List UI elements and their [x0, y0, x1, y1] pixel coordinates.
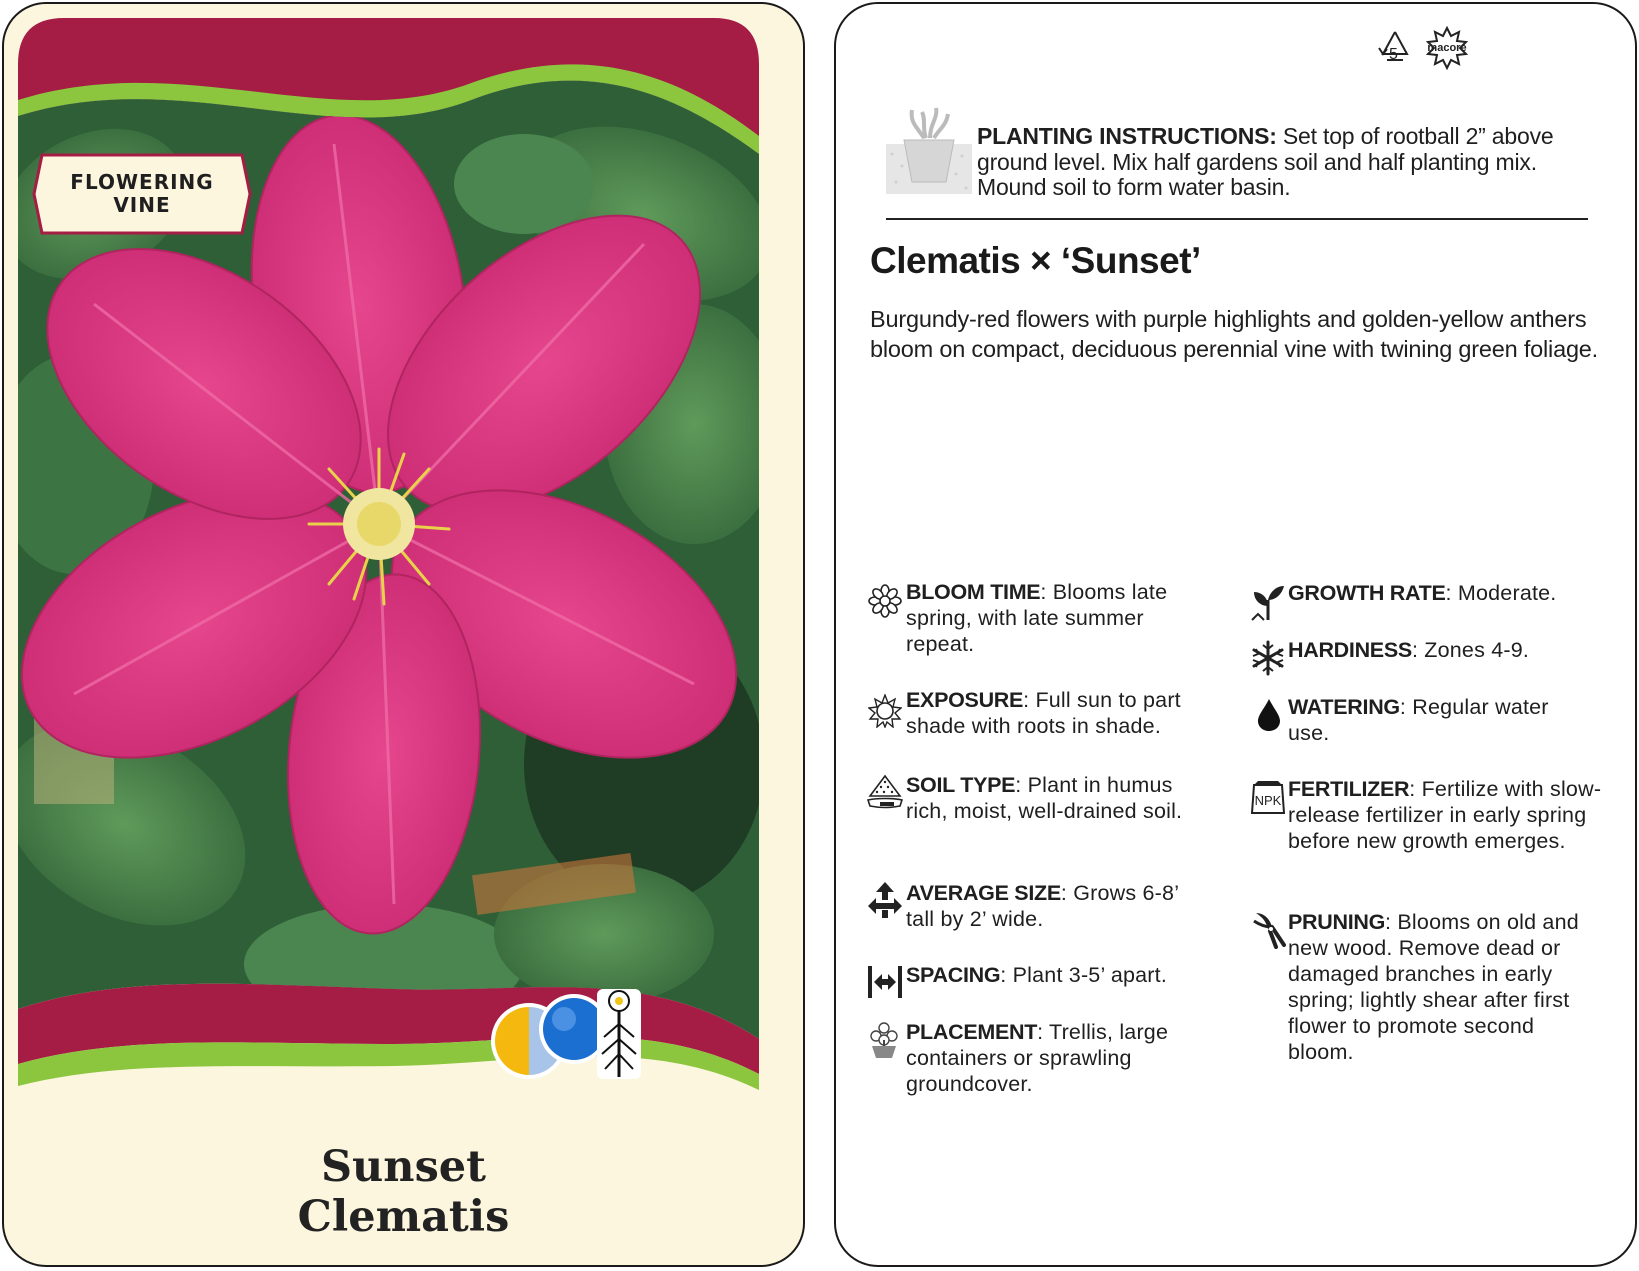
- soil-icon: [866, 772, 904, 810]
- macore-logo: [1427, 28, 1466, 68]
- attr-label: PRUNING: [1288, 910, 1386, 934]
- water-drop-icon: [1256, 697, 1282, 733]
- front-card: [2, 2, 805, 1267]
- attr-exposure: [906, 687, 1226, 739]
- attr-placement: [906, 1019, 1206, 1097]
- spacing-icon: [866, 964, 904, 1000]
- plant-description: Burgundy-red flowers with purple highlights and golden-yellow anthers bloom on compact, deciduous perennial vine with twining green foliage.: [870, 306, 1599, 362]
- attr-fertilizer: [1288, 776, 1608, 854]
- attr-text: : Plant in humus rich, moist, well-drained soil.: [906, 773, 1183, 823]
- attr-text: : Trellis, large containers or sprawling groundcover.: [906, 1020, 1169, 1096]
- attr-label: AVERAGE SIZE: [906, 881, 1061, 905]
- attr-label: GROWTH RATE: [1288, 581, 1446, 605]
- attr-text: : Zones 4-9.: [1411, 638, 1530, 662]
- attr-text: : Grows 6-8’ tall by 2’ wide.: [906, 881, 1179, 931]
- attr-label: BLOOM TIME: [906, 580, 1041, 604]
- plant-pot-icon: [886, 104, 972, 196]
- placement-icon: [866, 1020, 902, 1060]
- common-name-line-1: Sunset: [320, 1142, 486, 1192]
- pruners-icon: [1252, 909, 1288, 949]
- planting-text: Set top of rootball 2” above ground level. Mix half gardens soil and half planting mix. Mound soil to form water basin.: [977, 123, 1554, 200]
- sprout-icon: [1250, 582, 1286, 622]
- attr-text: : Fertilize with slow-release fertilizer in early spring before new growth emerges.: [1288, 777, 1602, 853]
- attr-pruning: [1288, 909, 1598, 1065]
- flowering-vine-badge: [32, 151, 252, 237]
- attr-label: PLACEMENT: [906, 1020, 1038, 1044]
- common-name-line-2: Clematis: [297, 1192, 510, 1242]
- attr-label: WATERING: [1288, 695, 1400, 719]
- botanical-name: Clematis × ‘Sunset’: [870, 240, 1201, 281]
- flower-icon: [868, 584, 902, 618]
- back-card: [834, 2, 1637, 1267]
- planting-instructions: [977, 124, 1577, 201]
- planting-label: PLANTING INSTRUCTIONS:: [977, 123, 1277, 149]
- attr-label: FERTILIZER: [1288, 777, 1410, 801]
- light-requirement-icons: [489, 979, 649, 1089]
- attr-text: : Plant 3-5’ apart.: [1000, 963, 1167, 987]
- brand-logo-text: macore: [1427, 42, 1467, 54]
- attr-text: : Regular water use.: [1288, 695, 1549, 745]
- attr-label: HARDINESS: [1288, 638, 1412, 662]
- attr-label: EXPOSURE: [906, 688, 1024, 712]
- attr-growth-rate: [1288, 580, 1608, 606]
- attr-spacing: [906, 962, 1226, 988]
- attr-bloom-time: [906, 579, 1206, 657]
- badge-line-1: FLOWERING: [70, 170, 214, 194]
- attr-text: : Blooms late spring, with late summer repeat.: [906, 580, 1168, 656]
- attr-hardiness: [1288, 637, 1608, 663]
- attr-average-size: [906, 880, 1206, 932]
- attr-text: : Moderate.: [1445, 581, 1557, 605]
- recycle-number: 5: [1389, 46, 1398, 63]
- attr-soil-type: [906, 772, 1206, 824]
- npk-text: NPK: [1254, 793, 1282, 808]
- size-icon: [866, 880, 904, 920]
- badge-line-2: VINE: [113, 193, 171, 217]
- attr-label: SPACING: [906, 963, 1001, 987]
- npk-fertilizer-icon: [1250, 779, 1286, 815]
- recycle-icons: [1375, 24, 1485, 72]
- attr-text: : Full sun to part shade with roots in shade.: [906, 688, 1181, 738]
- pollinator-flower-icon: [597, 989, 641, 1079]
- attr-text: : Blooms on old and new wood. Remove dead or damaged branches in early spring; lightly shear after first flower to promote second bloom.: [1288, 910, 1579, 1064]
- divider: [886, 218, 1588, 220]
- attr-label: SOIL TYPE: [906, 773, 1016, 797]
- sun-icon: [868, 694, 902, 728]
- snowflake-icon: [1250, 640, 1286, 676]
- attr-watering: [1288, 694, 1588, 746]
